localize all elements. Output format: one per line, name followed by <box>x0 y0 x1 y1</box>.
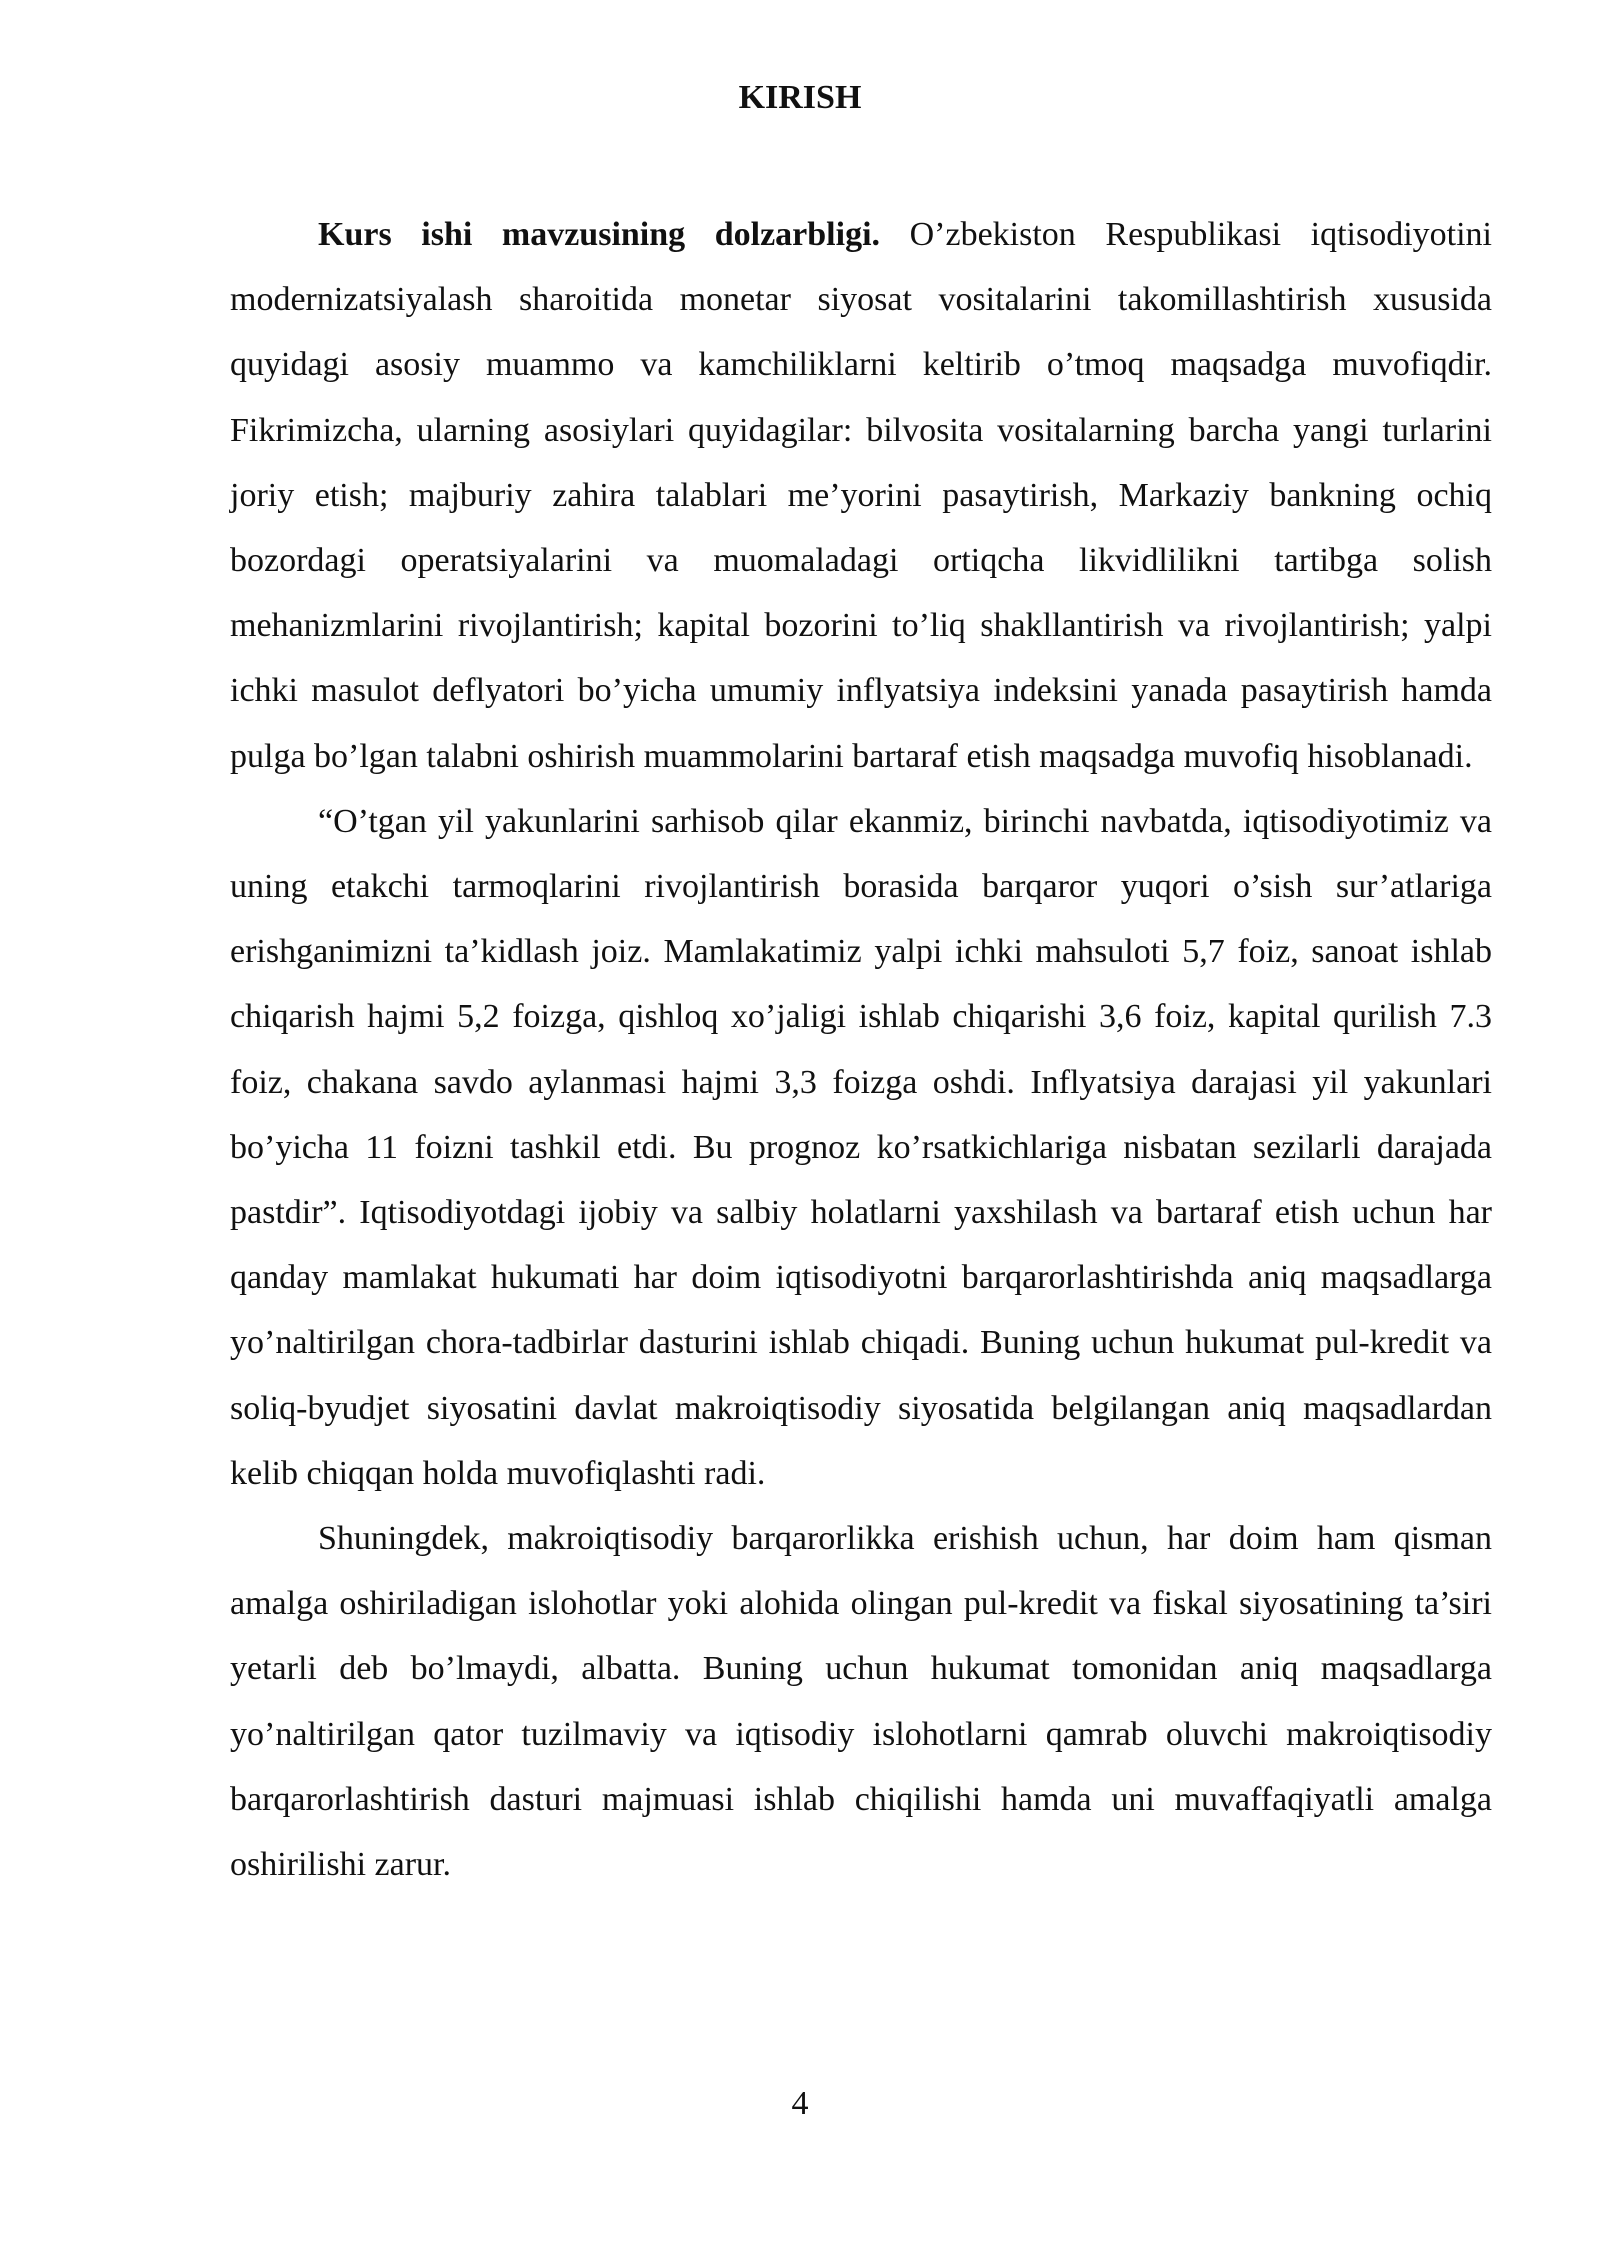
paragraph-1-text: O’zbekiston Respublikasi iqtisodiyotini modernizatsiyalash sharoitida monetar siyosat vositalarini takomillashtirish xususida quyidagi asosiy muammo va kamchiliklarni keltirib o’tmoq maqsadga muvofiqdir. Fikrimizcha, ularning asosiylari quyidagilar: bilvosita vositalarning barcha yangi turlarini joriy etish; majburiy zahira talablari me’yorini pasaytirish, Markaziy bankning ochiq bozordagi operatsiyalarini va muomaladagi ortiqcha likvidlilikni tartibga solish mehanizmlarini rivojlantirish; kapital bozorini to’liq shakllantirish va rivojlantirish; yalpi ichki masulot deflyatori bo’yicha umumiy inflyatsiya indeksini yanada pasaytirish hamda pulga bo’lgan talabni oshirish muammolarini bartaraf etish maqsadga muvofiq hisoblanadi. <box>230 216 1492 775</box>
body-text <box>230 202 1492 1897</box>
page-number: 4 <box>791 2085 809 2122</box>
paragraph-lead: Kurs ishi mavzusining dolzarbligi. <box>318 216 881 253</box>
page-title: KIRISH <box>738 79 862 116</box>
paragraph-2: “O’tgan yil yakunlarini sarhisob qilar ekanmiz, birinchi navbatda, iqtisodiyotimiz va uning etakchi tarmoqlarini rivojlantirish borasida barqaror yuqori o’sish sur’atlariga erishganimizni ta’kidlash joiz. Mamlakatimiz yalpi ichki mahsuloti 5,7 foiz, sanoat ishlab chiqarish hajmi 5,2 foizga, qishloq xo’jaligi ishlab chiqarishi 3,6 foiz, kapital qurilish 7.3 foiz, chakana savdo aylanmasi hajmi 3,3 foizga oshdi. Inflyatsiya darajasi yil yakunlari bo’yicha 11 foizni tashkil etdi. Bu prognoz ko’rsatkichlariga nisbatan sezilarli darajada pastdir”. Iqtisodiyotdagi ijobiy va salbiy holatlarni yaxshilash va bartaraf etish uchun har qanday mamlakat hukumati har doim iqtisodiyotni barqarorlashtirishda aniq maqsadlarga yo’naltirilgan chora-tadbirlar dasturini ishlab chiqadi. Buning uchun hukumat pul-kredit va soliq-byudjet siyosatini davlat makroiqtisodiy siyosatida belgilangan aniq maqsadlardan kelib chiqqan holda muvofiqlashti radi. <box>230 802 1492 1492</box>
paragraph-3: Shuningdek, makroiqtisodiy barqarorlikka erishish uchun, har doim ham qisman amalga oshiriladigan islohotlar yoki alohida olingan pul-kredit va fiskal siyosatining ta’siri yetarli deb bo’lmaydi, albatta. Buning uchun hukumat tomonidan aniq maqsadlarga yo’naltirilgan qator tuzilmaviy va iqtisodiy islohotlarni qamrab oluvchi makroiqtisodiy barqarorlashtirish dasturi majmuasi ishlab chiqilishi hamda uni muvaffaqiyatli amalga oshirilishi zarur. <box>230 1520 1492 1884</box>
paragraph-1 <box>230 202 1492 789</box>
